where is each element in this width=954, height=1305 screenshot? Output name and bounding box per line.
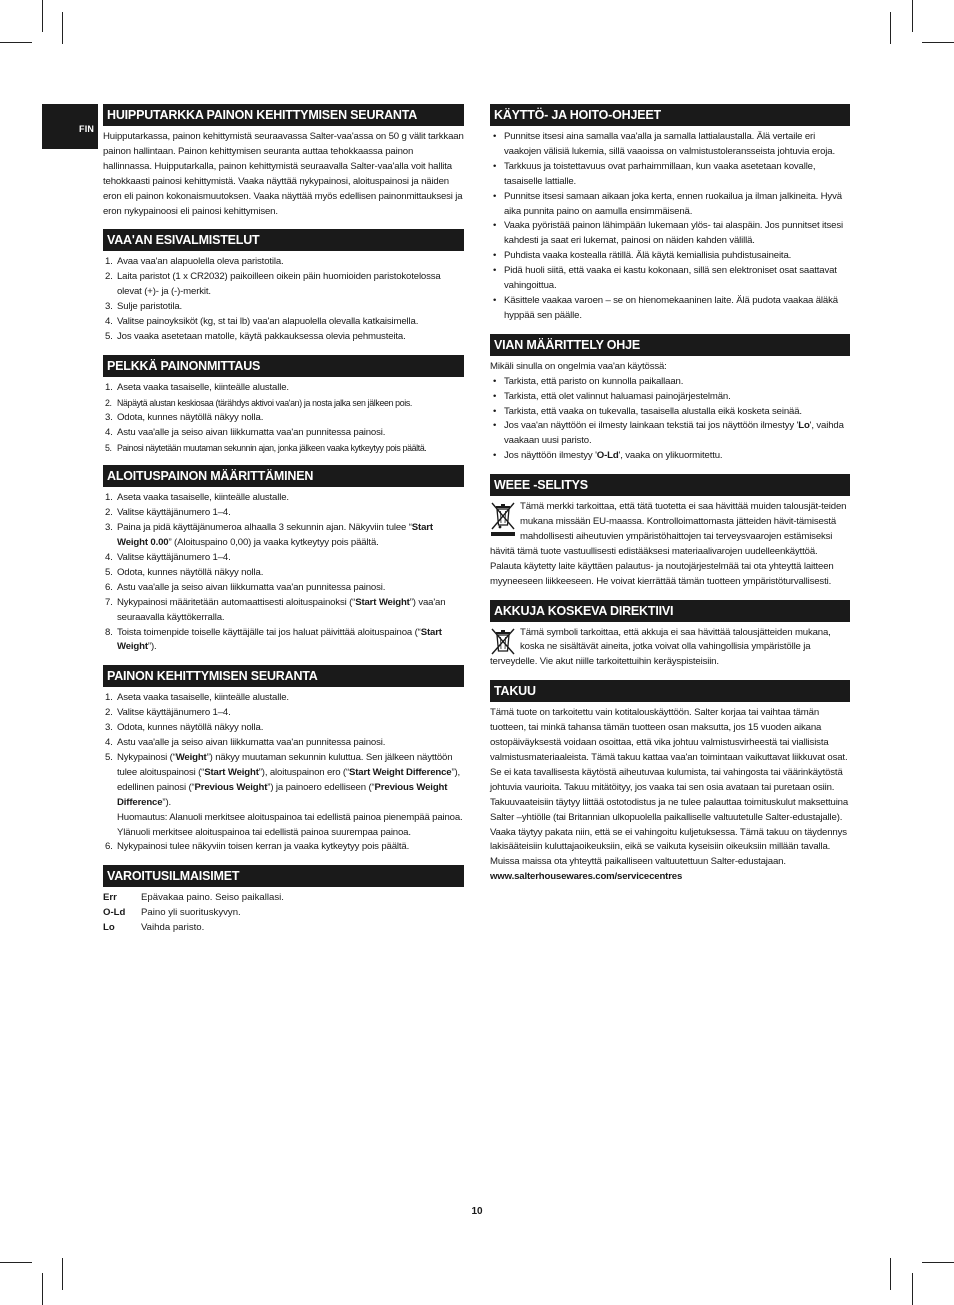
section-heading: VAROITUSILMAISIMET xyxy=(103,865,464,887)
list-item: 4. Valitse käyttäjänumero 1–4. xyxy=(105,552,231,564)
list-item: 3. Sulje paristotila. xyxy=(105,301,183,313)
numbered-list xyxy=(103,491,464,655)
crop-mark xyxy=(890,1258,891,1290)
section-heading: VIAN MÄÄRITTELY OHJE xyxy=(490,334,850,356)
crop-mark xyxy=(42,1273,43,1305)
list-item: • Tarkista, että vaaka on tukevalla, tasaisella alustalla eikä kosketa seinää. xyxy=(493,405,802,417)
list-item: 1. Aseta vaaka tasaiselle, kiinteälle alustalle. xyxy=(105,692,289,704)
list-item: • Tarkkuus ja toistettavuus ovat parhaimmillaan, kun vaaka asetetaan kovalle, tasaiselle lattialle. xyxy=(493,160,816,187)
list-item: • Punnitse itsesi aina samalla vaa'alla ja samalla lattialaustalla. Älä vertaile eri vaakojen välisiä lukemia, sillä vaaoissa on valmistustoleransseista johtuvia eroja. xyxy=(493,131,835,157)
section-warranty xyxy=(490,680,850,885)
indicator-row: Lo Vaihda paristo. xyxy=(103,922,205,934)
crop-mark xyxy=(62,12,63,44)
list-item: • Tarkista, että olet valinnut haluamasi painojärjestelmän. xyxy=(493,390,731,402)
list-item: 3. Paina ja pidä käyttäjänumeroa alhaalla 3 sekunnin ajan. Näkyviin tulee “Start Weight 0.00” (Aloituspaino 0,00) ja vaaka kytkeytyy pois päältä. xyxy=(105,522,433,549)
bullet-list xyxy=(490,130,850,324)
service-centres-link[interactable]: www.salterhousewares.com/servicecentres xyxy=(490,871,683,883)
section-precision-tracking xyxy=(103,104,464,219)
section-start-weight xyxy=(103,465,464,655)
crossed-bin-icon xyxy=(490,627,516,655)
crop-mark xyxy=(42,0,43,32)
section-weight-tracking xyxy=(103,665,464,855)
list-item: • Tarkista, että paristo on kunnolla paikallaan. xyxy=(493,375,684,387)
crop-mark xyxy=(890,12,891,44)
note-text: Huomautus: Alanuoli merkitsee aloituspainoa tai edellistä painoa pienempää painoa. Ylänuoli merkitsee aloituspainoa tai edellistä painoa suurempaa painoa. xyxy=(117,811,463,838)
list-item: 4. Valitse painoyksiköt (kg, st tai lb) vaa'an alapuolella olevalla katkaisimella. xyxy=(105,316,419,328)
list-item: 1. Avaa vaa'an alapuolella oleva paristotila. xyxy=(105,256,284,268)
list-item: 6. Nykypainosi tulee näkyviin toisen kerran ja vaaka kytkeytyy pois päältä. xyxy=(105,841,410,853)
right-column xyxy=(490,104,850,895)
section-warning-indicators xyxy=(103,865,464,936)
list-item: 5. Jos vaaka asetetaan matolle, käytä pakkauksessa olevia pehmusteita. xyxy=(105,330,406,342)
list-item: 4. Astu vaa'alle ja seiso aivan liikkumatta vaa'an punnitessa painosi. xyxy=(105,426,386,438)
section-heading: KÄYTTÖ- JA HOITO-OHJEET xyxy=(490,104,850,126)
list-item: 2. Näpäytä alustan keskiosaa (tärähdys aktivoi vaa'an) ja nosta jalka sen jälkeen pois. xyxy=(105,397,413,408)
crop-mark xyxy=(922,42,954,43)
list-item: 3. Odota, kunnes näytöllä näkyy nolla. xyxy=(105,722,264,734)
section-heading: PAINON KEHITTYMISEN SEURANTA xyxy=(103,665,464,687)
crop-mark xyxy=(62,1258,63,1290)
section-heading: ALOITUSPAINON MÄÄRITTÄMINEN xyxy=(103,465,464,487)
section-text: Tämä tuote on tarkoitettu vain kotitalouskäyttöön. Salter korjaa tai vaihtaa tämän tuotteen, tai minkä tahansa tämän tuotteen osan maksutta, jos 15 vuoden aikana ostopäiväyksestä voidaan osoittaa, että vika johtuu valmistusvirheestä tai viallisista valmistusmateriaaleista. Tämä takuu kattaa vaa'an toimintaan vaikuttavat liikkuvat osat. Se ei kata tavallisesta käytöstä aiheutuvaa kulumista, tai vahingosta tai väärinkäytöstä johtuvia vaurioita. Takuu mitätöityy, jos vaaka tai sen osia avataan tai puretaan osiin. Takuuvaateisiin täytyy liittää ostotodistus ja ne tulee palauttaa toimituskulut maksettuina Salter –yhtiölle (tai Britannian ulkopuolella paikalliselle valtuutetulle Salter-edustajalle). Vaaka täytyy pakata niin, että se ei vahingoitu kuljetuksessa. Tämä takuu on täydennys lakisääteisiin kuluttajaoikeuksiin, eikä se vaikuta kyseisiin oikeuksiin millään tavalla. Muissa maissa ota yhteyttä paikalliseen valtuutettuun Salter-edustajaan. xyxy=(490,707,849,868)
numbered-list xyxy=(103,381,464,456)
crop-mark xyxy=(912,1273,913,1305)
list-item: 8. Toista toimenpide toiselle käyttäjälle tai jos haluat päivittää aloituspainoa (“Start Weight”). xyxy=(105,626,442,653)
section-intro: Mikäli sinulla on ongelmia vaa'an käytössä: xyxy=(490,360,667,372)
section-text: Tämä merkki tarkoittaa, että tätä tuotetta ei saa hävittää muiden talousjät-teiden mukana missään EU-maassa. Kontrolloimattomasta jätteiden hävit-tämisestä mahdollisesti aiheutuvien ympäristöhaittojen tai terveysvaarojen estämiseksi hävitä tämä tuote vastuullisesti edistääksesi materiaalivarojen uudelleenkäyttöä. Palauta käytetty laite käyttäen palautus- ja noutojärjestelmää tai ota yhteyttä laitteen myyneeseen liikkeeseen. He voivat kierrättää tämän tuotteen ympäristöturvallisesti. xyxy=(490,501,847,587)
list-item: 1. Aseta vaaka tasaiselle, kiinteälle alustalle. xyxy=(105,492,289,504)
crossed-bin-icon xyxy=(490,501,516,537)
list-item: 5. Painosi näytetään muutaman sekunnin ajan, jonka jälkeen vaaka kytkeytyy pois päältä. xyxy=(105,442,427,453)
list-item: 6. Astu vaa'alle ja seiso aivan liikkumatta vaa'an punnitessa painosi. xyxy=(105,581,386,593)
section-heading: PELKKÄ PAINONMITTAUS xyxy=(103,355,464,377)
indicator-row: Err Epävakaa paino. Seiso paikallasi. xyxy=(103,892,284,904)
crop-mark xyxy=(0,1262,32,1263)
section-heading: VAA'AN ESIVALMISTELUT xyxy=(103,229,464,251)
crop-mark xyxy=(0,42,32,43)
list-item: 5. Odota, kunnes näytöllä näkyy nolla. xyxy=(105,566,264,578)
list-item: • Pidä huoli siitä, että vaaka ei kastu kokonaan, sillä sen elektroniset osat saattavat vahingoittua. xyxy=(493,265,837,292)
list-item: • Puhdista vaaka kostealla rätillä. Älä käytä kemiallisia puhdistusaineita. xyxy=(493,250,792,262)
list-item: 2. Valitse käyttäjänumero 1–4. xyxy=(105,707,231,719)
list-item: • Punnitse itsesi samaan aikaan joka kerta, ennen ruokailua ja ilman jalkineita. Hyvä aika punnita paino on aamulla ensimmäisenä. xyxy=(493,190,842,217)
list-item: • Vaaka pyöristää painon lähimpään lukemaan ylös- tai alaspäin. Jos punnitset itsesi kahdesti ja saat eri lukemat, painosi on näiden kahden välillä. xyxy=(493,220,843,247)
section-troubleshooting xyxy=(490,334,850,464)
list-item: • Käsittele vaakaa varoen – se on hienomekaaninen laite. Älä pudota vaakaa äläkä hyppää sen päälle. xyxy=(493,294,838,321)
section-care-instructions xyxy=(490,104,850,324)
left-column xyxy=(103,104,464,946)
list-item: 1. Aseta vaaka tasaiselle, kiinteälle alustalle. xyxy=(105,381,289,393)
section-heading: TAKUU xyxy=(490,680,850,702)
section-heading: WEEE -SELITYS xyxy=(490,474,850,496)
indicator-row: O-Ld Paino yli suorituskyvyn. xyxy=(103,907,241,919)
numbered-list xyxy=(103,691,464,855)
section-heading: AKKUJA KOSKEVA DIREKTIIVI xyxy=(490,600,850,622)
numbered-list xyxy=(103,255,464,344)
list-item: 7. Nykypainosi määritetään automaattisesti aloituspainoksi (“Start Weight”) vaa'an seuraavalla käyttökerralla. xyxy=(105,596,446,623)
page-number: 10 xyxy=(471,1206,483,1217)
section-text: Huipputarkassa, painon kehittymistä seuraavassa Salter-vaa'assa on 50 g välit tarkkaan painon hallintaan. Painon kehittymisen seuranta auttaa tehokkaassa painon hallinnassa. Huipputarkalla, painon kehittymistä seuraavalla Salter-vaa'alla voit hallita tehokkaasti painosi kehittymistä. Vaaka näyttää nykypainosi, aloituspainosi ja näiden eron eli painon kokonaismuutoksen. Vaaka näyttää myös edellisen painonmittauksesi ja eron nykypainoosi eli painosi kehittymisen. xyxy=(103,131,464,217)
list-item: 5. Nykypainosi (“Weight”) näkyy muutaman sekunnin kuluttua. Sen jälkeen näyttöön tulee aloituspainosi (“Start Weight”), aloituspainon ero (“Start Weight Difference”), edellinen painosi (“Previous Weight”) ja painoero edelliseen (“Previous Weight Difference”). Huomautus: Alanuoli merkitsee aloituspainoa tai edellistä painoa pienempää painoa. Ylänuoli merkitsee aloituspainoa tai edellistä painoa suurempaa painoa. xyxy=(105,752,463,838)
list-item: 2. Valitse käyttäjänumero 1–4. xyxy=(105,507,231,519)
section-battery-directive xyxy=(490,600,850,671)
section-heading: HUIPPUTARKKA PAINON KEHITTYMISEN SEURANTA xyxy=(103,104,464,126)
list-item: 3. Odota, kunnes näytöllä näkyy nolla. xyxy=(105,411,264,423)
crop-mark xyxy=(912,0,913,32)
language-tab: FIN xyxy=(42,104,98,149)
section-scale-preparation xyxy=(103,229,464,344)
section-weight-only xyxy=(103,355,464,456)
section-weee xyxy=(490,474,850,589)
list-item: • Jos näyttöön ilmestyy 'O-Ld', vaaka on ylikuormitettu. xyxy=(493,450,723,462)
crop-mark xyxy=(922,1262,954,1263)
section-text: Tämä symboli tarkoittaa, että akkuja ei saa hävittää talousjätteiden mukana, koska ne sisältävät aineita, jotka voivat olla vahingollisia ympäristölle ja terveydelle. Vie akut niille tarkoitettuihin keräyspisteisiin. xyxy=(490,626,831,668)
list-item: • Jos vaa'an näyttöön ei ilmesty lainkaan tekstiä tai jos näyttöön ilmestyy 'Lo', vaihda vaakaan uusi paristo. xyxy=(493,420,844,447)
list-item: 2. Laita paristot (1 x CR2032) paikoilleen oikein päin huomioiden paristokotelossa olevat (+)- ja (-)-merkit. xyxy=(105,271,441,298)
bullet-list xyxy=(490,375,850,464)
list-item: 4. Astu vaa'alle ja seiso aivan liikkumatta vaa'an punnitessa painosi. xyxy=(105,737,386,749)
